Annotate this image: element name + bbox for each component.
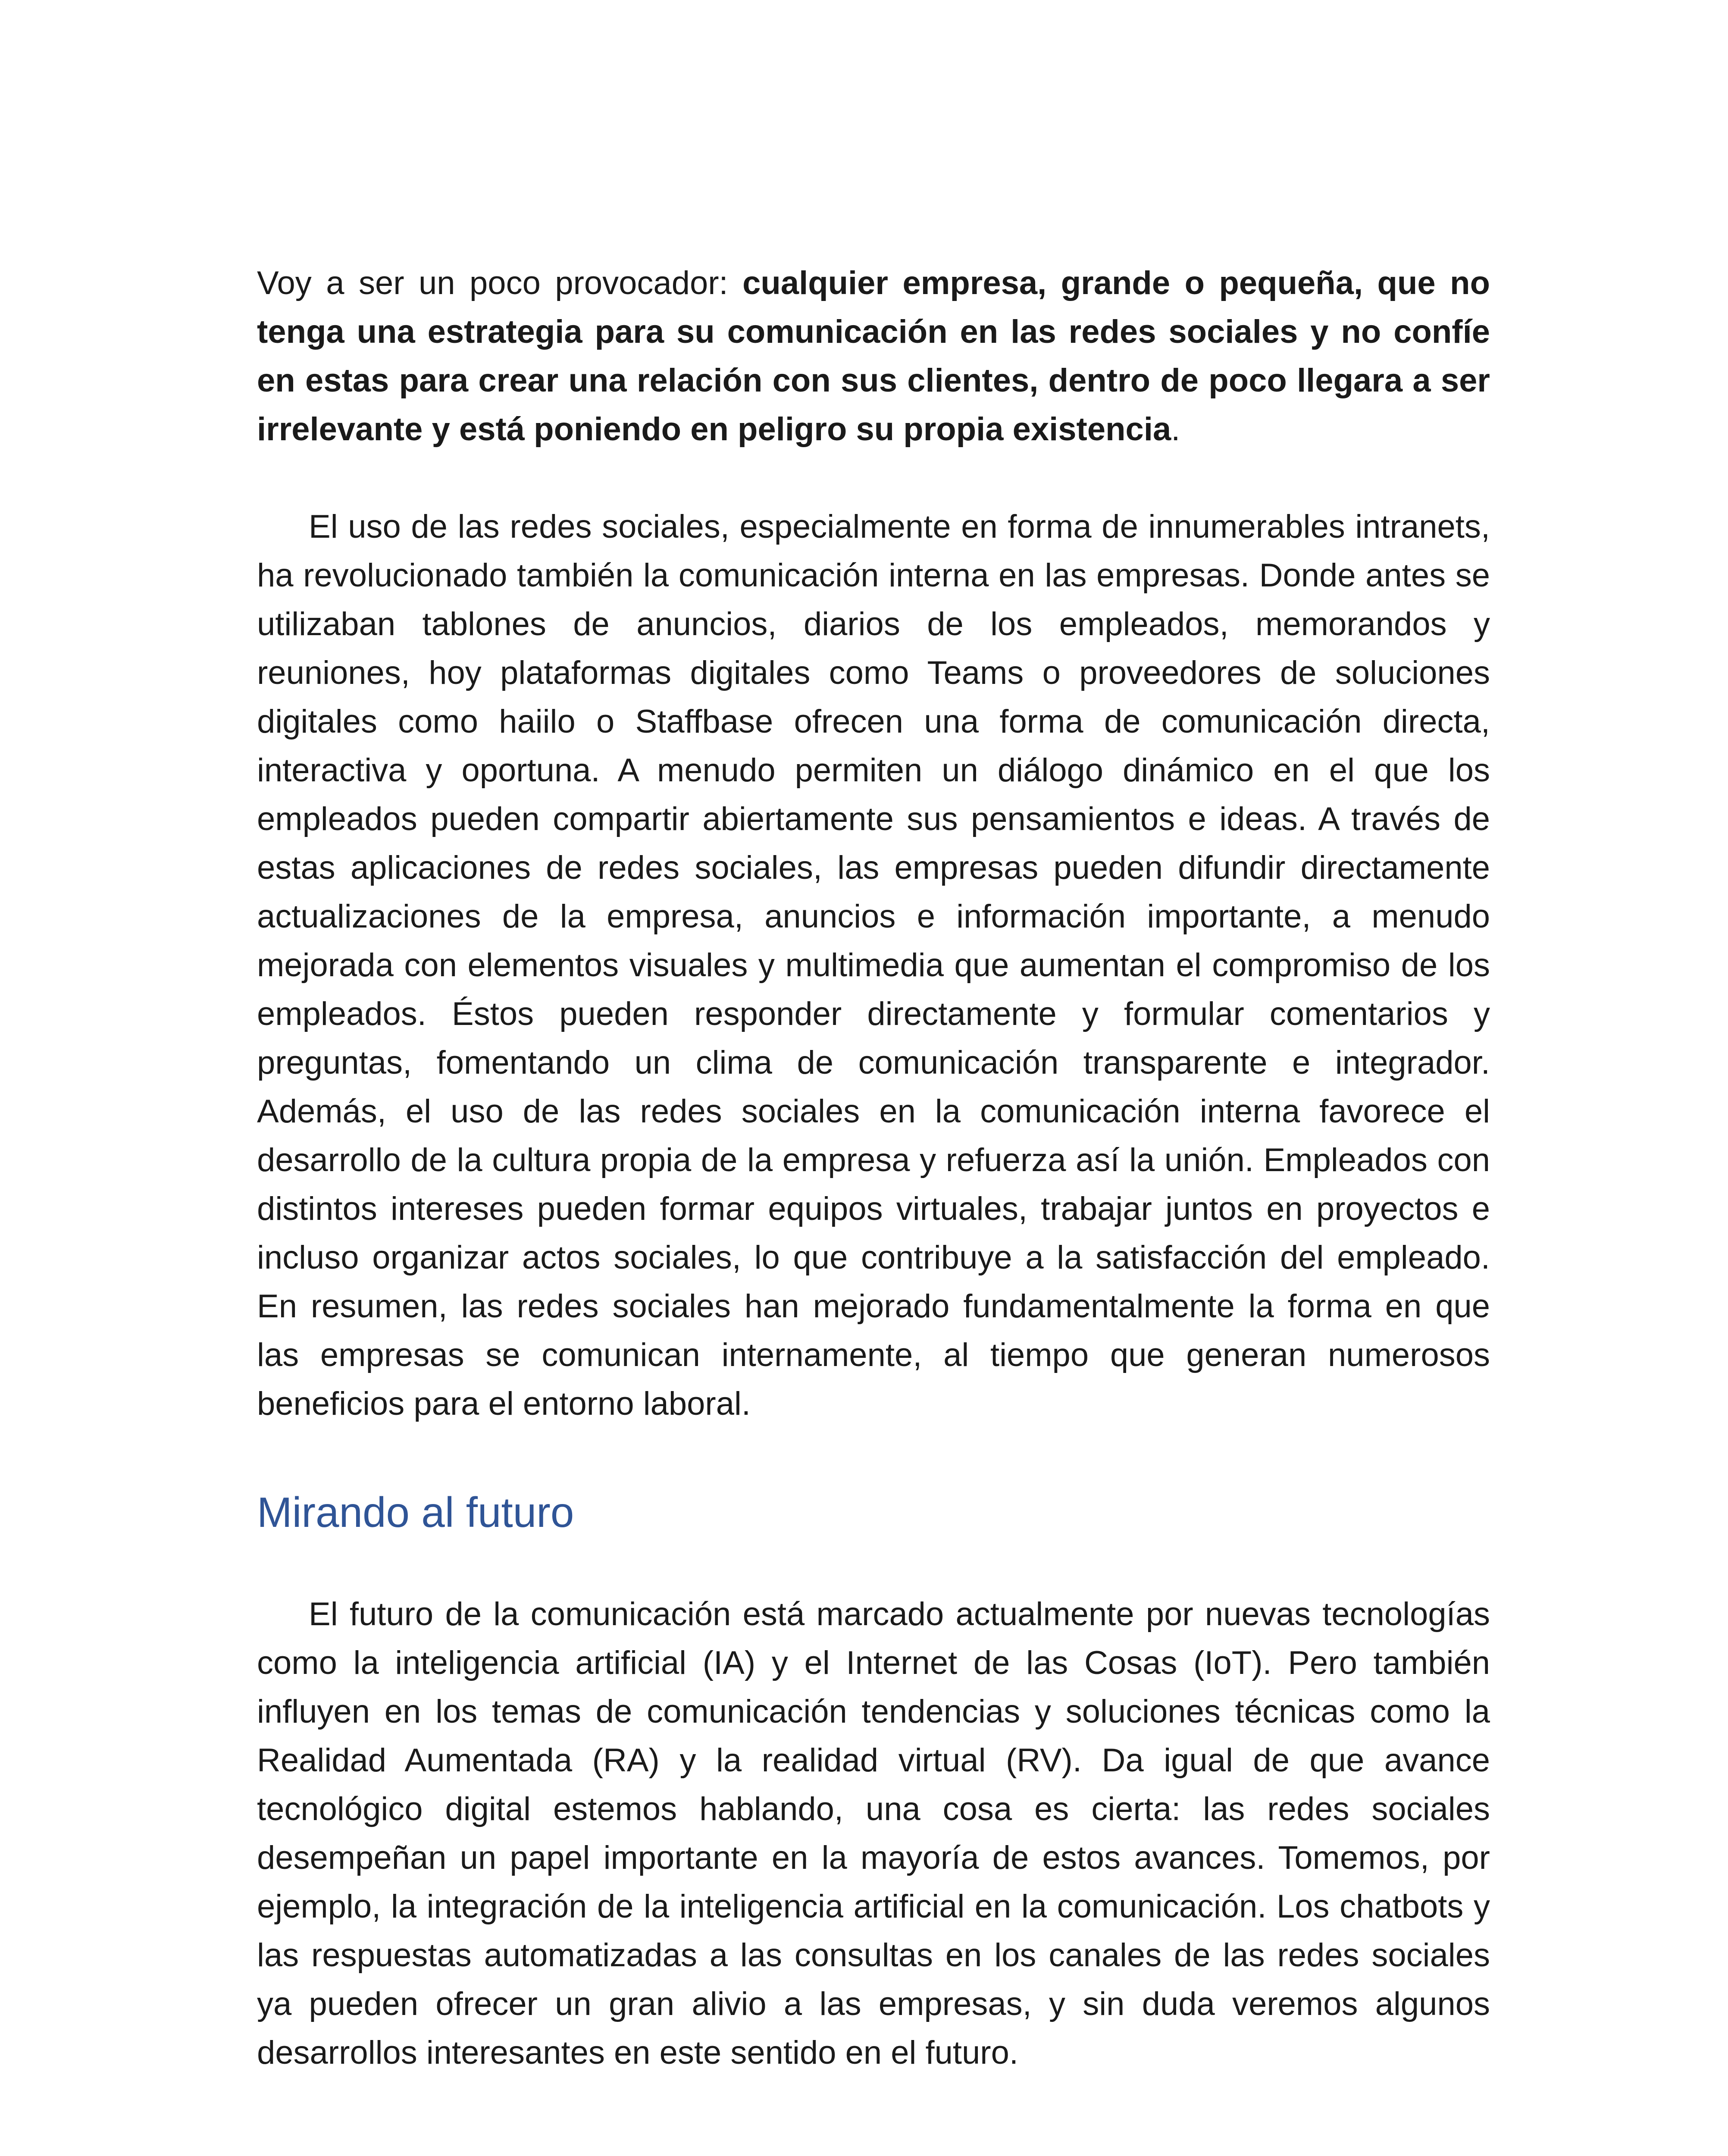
internal-communication-paragraph: El uso de las redes sociales, especialmente en forma de innumerables intranets, ha revolucionado también la comunicación interna en las empresas. Donde antes se utilizaban tablones de anuncios, diarios de los empleados, memorandos y reuniones, hoy plataformas digitales como Teams o proveedores de soluciones digitales como haiilo o Staffbase ofrecen una forma de comunicación directa, interactiva y oportuna. A menudo permiten un diálogo dinámico en el que los empleados pueden compartir abiertamente sus pensamientos e ideas. A través de estas aplicaciones de redes sociales, las empresas pueden difundir directamente actualizaciones de la empresa, anuncios e información importante, a menudo mejorada con elementos visuales y multimedia que aumentan el compromiso de los empleados. Éstos pueden responder directamente y formular comentarios y preguntas, fomentando un clima de comunicación transparente e integrador. Además, el uso de las redes sociales en la comunicación interna favorece el desarrollo de la cultura propia de la empresa y refuerza así la unión. Empleados con distintos intereses pueden formar equipos virtuales, trabajar juntos en proyectos e incluso organizar actos sociales, lo que contribuye a la satisfacción del empleado. En resumen, las redes sociales han mejorado fundamentalmente la forma en que las empresas se comunican internamente, al tiempo que generan numerosos beneficios para el entorno laboral. — [257, 508, 1490, 1422]
intro-bold-statement: cualquier empresa, grande o pequeña, que no tenga una estrategia para su comunicación en las redes sociales y no confíe en estas para crear una relación con sus clientes, dentro de poco llegara a ser irrelevante y está poniendo en peligro su propia existencia — [257, 265, 1490, 448]
intro-paragraph — [257, 259, 1490, 454]
intro-lead: Voy a ser un poco provocador: — [257, 265, 743, 301]
future-paragraph: El futuro de la comunicación está marcado actualmente por nuevas tecnologías como la inteligencia artificial (IA) y el Internet de las Cosas (IoT). Pero también influyen en los temas de comunicación tendencias y soluciones técnicas como la Realidad Aumentada (RA) y la realidad virtual (RV). Da igual de que avance tecnológico digital estemos hablando, una cosa es cierta: las redes sociales desempeñan un papel importante en la mayoría de estos avances. Tomemos, por ejemplo, la integración de la inteligencia artificial en la comunicación. Los chatbots y las respuestas automatizadas a las consultas en los canales de las redes sociales ya pueden ofrecer un gran alivio a las empresas, y sin duda veremos algunos desarrollos interesantes en este sentido en el futuro. — [257, 1596, 1490, 2071]
section-heading: Mirando al futuro — [257, 1489, 574, 1536]
page-content — [257, 259, 1490, 2077]
intro-tail: . — [1171, 411, 1180, 448]
